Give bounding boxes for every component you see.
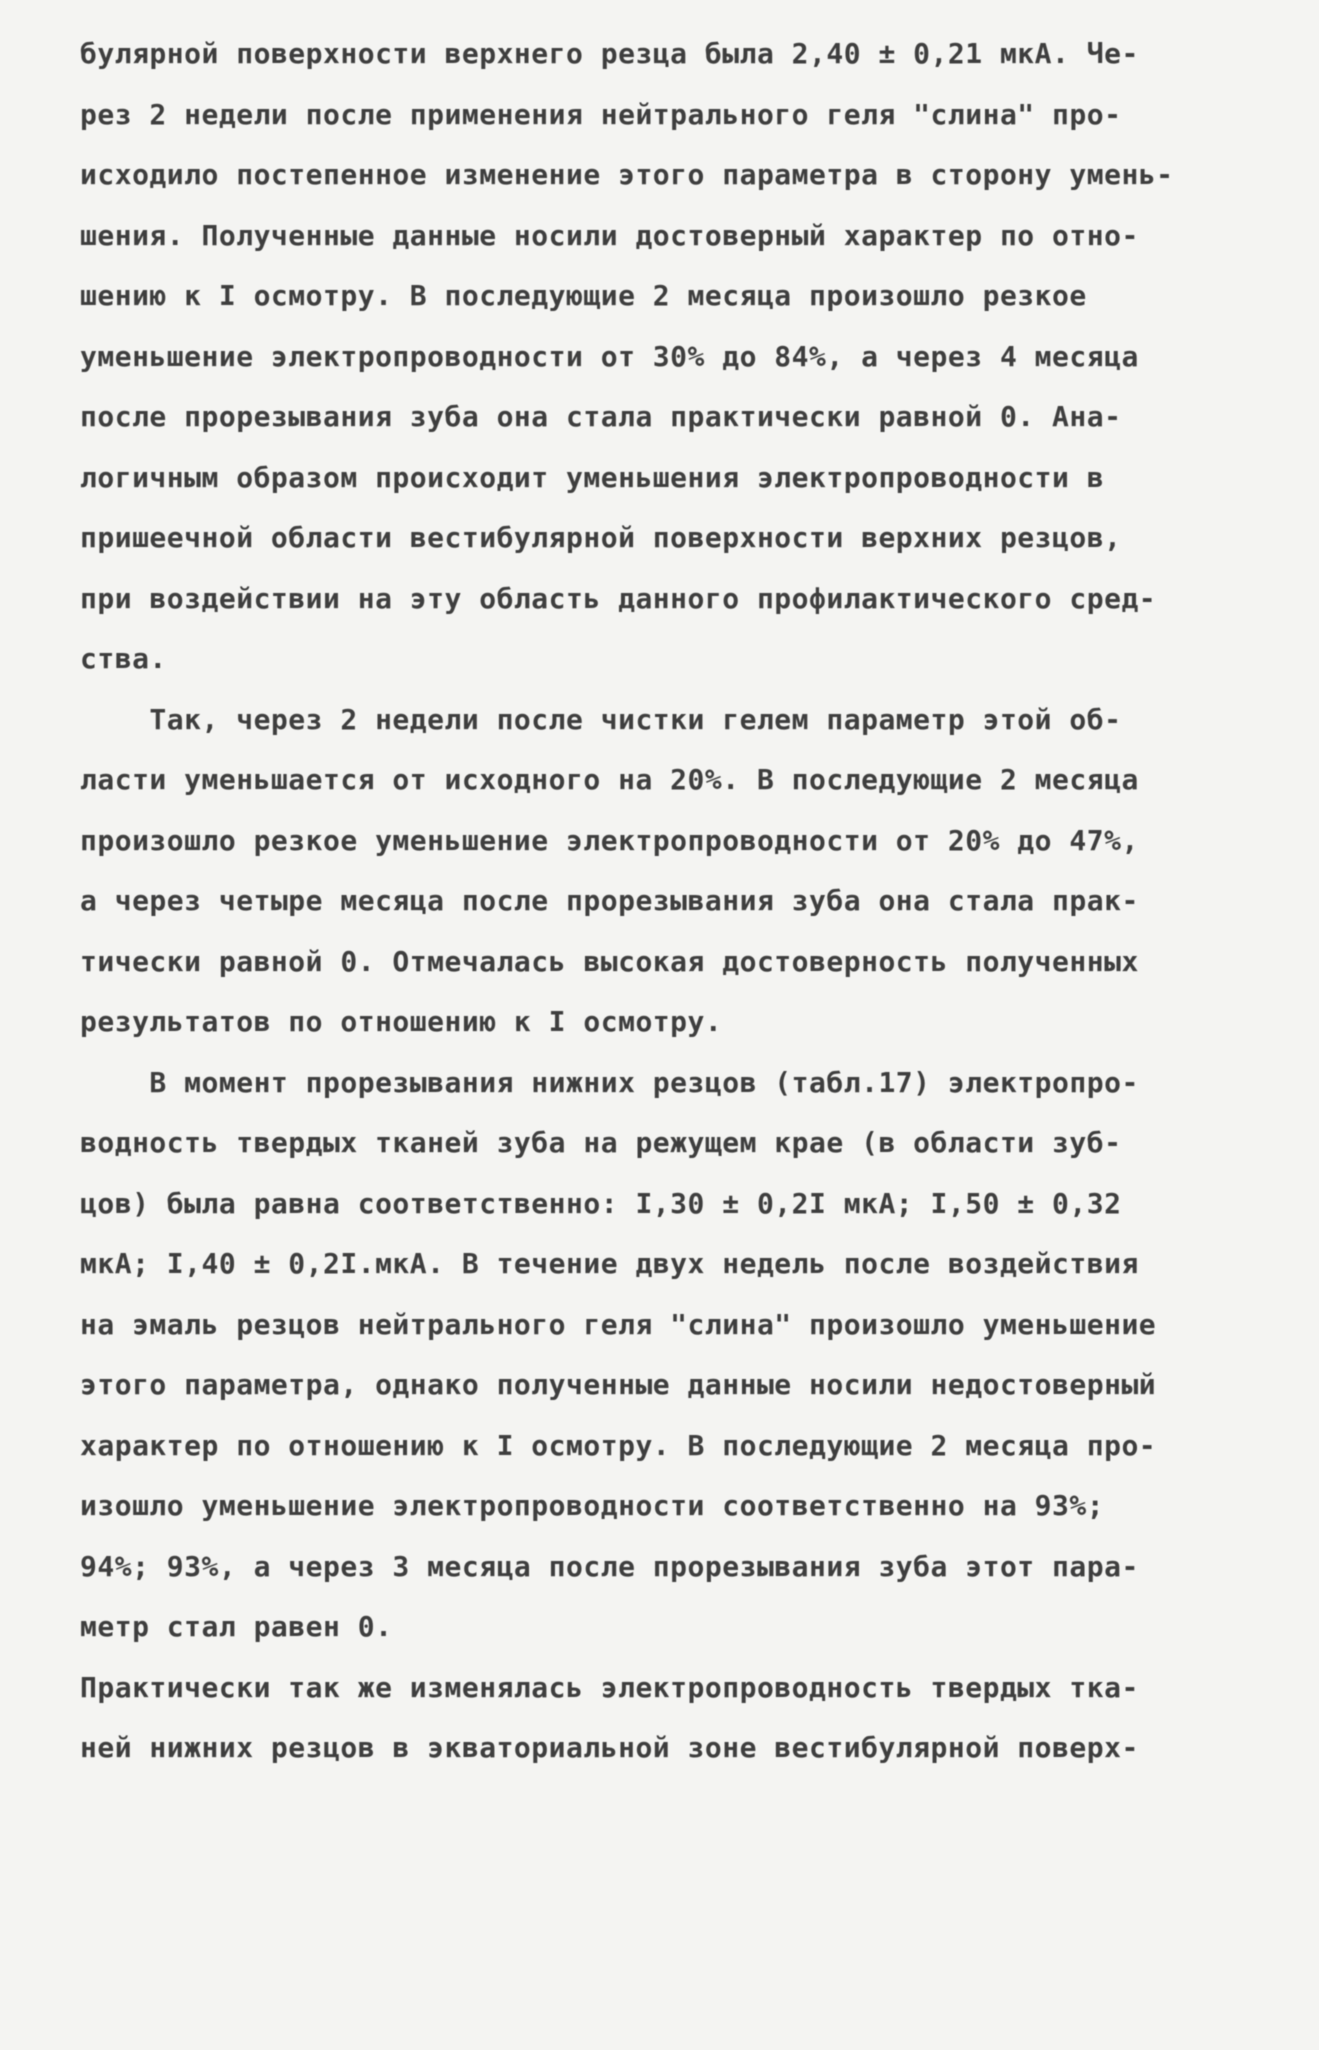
document-body-text: [80, 24, 1240, 1779]
text-line: при воздействии на эту область данного профилактического сред-: [80, 581, 1157, 615]
text-line: мкА; I,40 ± 0,2I.мкА. В течение двух недель после воздействия: [80, 1247, 1139, 1280]
text-line: произошло резкое уменьшение электропроводности от 20% до 47%,: [80, 823, 1139, 857]
text-line: В момент прорезывания нижних резцов (табл.17) электропро-: [80, 1065, 1139, 1099]
text-line: шению к I осмотру. В последующие 2 месяца произошло резкое: [80, 279, 1087, 312]
text-line: ней нижних резцов в экваториальной зоне вестибулярной поверх-: [80, 1731, 1139, 1764]
text-line: метр стал равен 0.: [80, 1610, 393, 1643]
text-line: водность твердых тканей зуба на режущем крае (в области зуб-: [80, 1126, 1122, 1159]
text-line: логичным образом происходит уменьшения электропроводности в: [80, 460, 1105, 494]
text-line: булярной поверхности верхнего резца была 2,40 ± 0,21 мкА. Че-: [80, 37, 1139, 70]
text-line: тически равной 0. Отмечалась высокая достоверность полученных: [80, 944, 1139, 978]
text-line: ства.: [80, 642, 167, 675]
text-line: 94%; 93%, а через 3 месяца после прорезывания зуба этот пара-: [80, 1549, 1139, 1583]
text-line: цов) была равна соответственно: I,30 ± 0,2I мкА; I,50 ± 0,32: [80, 1186, 1122, 1220]
text-line: изошло уменьшение электропроводности соответственно на 93%;: [80, 1489, 1105, 1522]
text-line: этого параметра, однако полученные данные носили недостоверный: [80, 1368, 1157, 1401]
text-line: а через четыре месяца после прорезывания зуба она стала прак-: [80, 884, 1139, 917]
text-line: на эмаль резцов нейтрального геля "слина" произошло уменьшение: [80, 1307, 1157, 1341]
text-line: рез 2 недели после применения нейтрального геля "слина" про-: [80, 97, 1122, 131]
text-line: после прорезывания зуба она стала практически равной 0. Ана-: [80, 400, 1122, 433]
text-line: исходило постепенное изменение этого параметра в сторону умень-: [80, 158, 1174, 191]
text-line: характер по отношению к I осмотру. В последующие 2 месяца про-: [80, 1428, 1157, 1462]
text-line: шения. Полученные данные носили достоверный характер по отно-: [80, 218, 1139, 252]
text-line: ласти уменьшается от исходного на 20%. В последующие 2 месяца: [80, 763, 1139, 796]
text-line: Практически так же изменялась электропроводность твердых тка-: [80, 1670, 1139, 1704]
text-line: Так, через 2 недели после чистки гелем параметр этой об-: [80, 702, 1122, 736]
text-line: пришеечной области вестибулярной поверхности верхних резцов,: [80, 521, 1122, 554]
text-line: результатов по отношению к I осмотру.: [80, 1005, 723, 1038]
text-line: уменьшение электропроводности от 30% до 84%, а через 4 месяца: [80, 339, 1139, 373]
